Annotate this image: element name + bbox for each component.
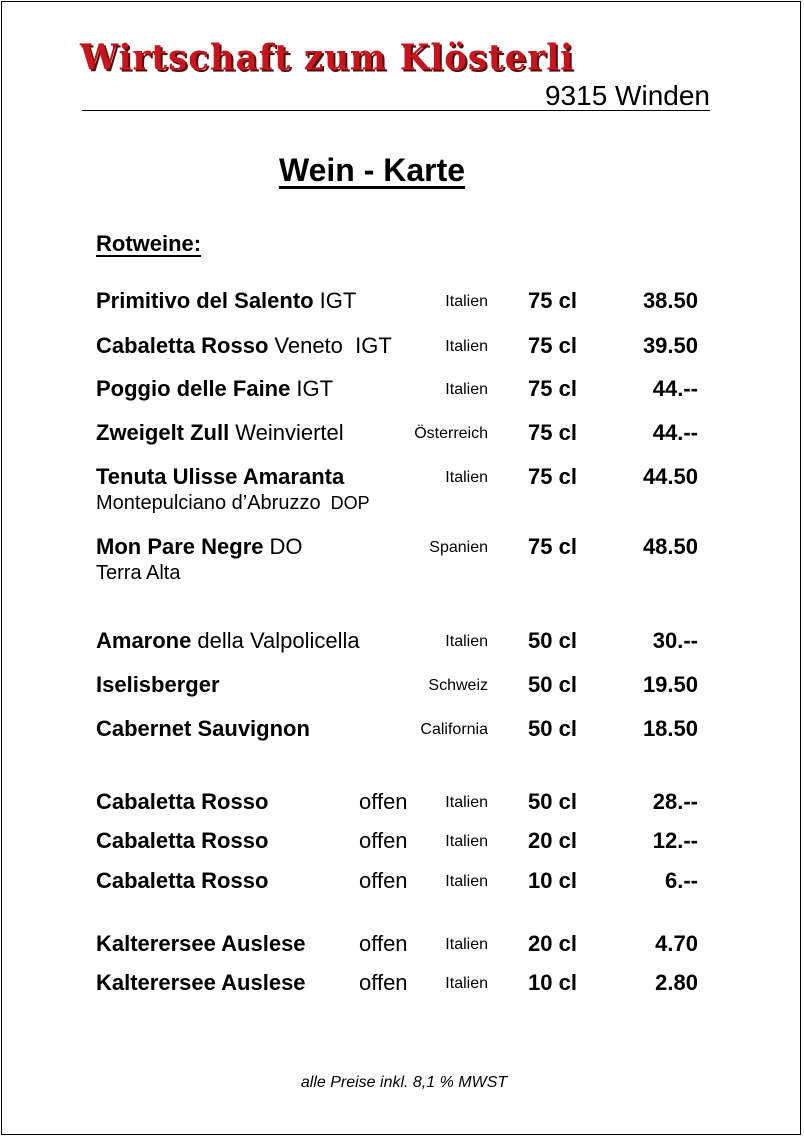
wine-origin: Italien — [445, 975, 488, 992]
location-text: 9315 Winden — [544, 80, 710, 111]
wine-name — [96, 534, 303, 560]
page-title: Wein - Karte — [278, 152, 466, 188]
wine-origin: Österreich — [414, 425, 488, 442]
wine-row — [0, 420, 804, 448]
wine-name — [96, 464, 344, 490]
wine-volume: 50 cl — [528, 628, 577, 653]
wine-origin: Italien — [445, 936, 488, 953]
wine-subline — [96, 562, 180, 585]
wine-origin: Italien — [445, 469, 488, 486]
wine-row — [0, 970, 804, 998]
wine-price: 39.50 — [642, 333, 698, 358]
wine-volume: 50 cl — [528, 672, 577, 697]
wine-origin: Italien — [445, 873, 488, 890]
wine-origin: California — [420, 721, 488, 738]
wine-name — [96, 420, 344, 446]
wine-name-extra: della Valpolicella — [197, 628, 360, 653]
wine-price: 38.50 — [642, 288, 698, 313]
wine-origin: Spanien — [429, 539, 488, 556]
wine-name-main: Poggio delle Faine — [96, 376, 291, 401]
wine-origin: Italien — [445, 293, 488, 310]
wine-name — [96, 789, 268, 815]
section-heading-rotweine: Rotweine: — [96, 231, 202, 256]
wine-name-extra: DO — [269, 534, 303, 559]
wine-name-extra: Weinviertel — [235, 420, 344, 445]
wine-name-extra: IGT — [296, 376, 334, 401]
wine-name-main: Mon Pare Negre — [96, 534, 264, 559]
wine-name — [96, 288, 356, 314]
wine-volume: 10 cl — [528, 970, 577, 995]
wine-volume: 75 cl — [528, 464, 577, 489]
wine-name-main: Iselisberger — [96, 672, 220, 697]
wine-name — [96, 333, 392, 359]
header-divider — [82, 110, 710, 111]
wine-name-main: Kalterersee Auslese — [96, 970, 306, 995]
wine-name — [96, 672, 220, 698]
wine-volume: 50 cl — [528, 716, 577, 741]
wine-offen: offen — [359, 970, 408, 995]
wine-price: 19.50 — [642, 672, 698, 697]
wine-origin: Italien — [445, 338, 488, 355]
wine-price: 44.50 — [642, 464, 698, 489]
wine-row — [0, 288, 804, 316]
wine-price: 6.-- — [665, 868, 698, 893]
wine-origin: Italien — [445, 381, 488, 398]
wine-name-main: Tenuta Ulisse Amaranta — [96, 464, 345, 489]
wine-name-main: Kalterersee Auslese — [96, 931, 306, 956]
wine-name-main: Amarone — [96, 628, 192, 653]
wine-price: 44.-- — [652, 420, 698, 445]
wine-price: 12.-- — [652, 828, 698, 853]
wine-name-main: Cabaletta Rosso — [96, 828, 269, 853]
wine-offen: offen — [359, 931, 408, 956]
wine-name — [96, 828, 268, 854]
wine-price: 28.-- — [652, 789, 698, 814]
wine-offen: offen — [359, 868, 408, 893]
wine-origin: Schweiz — [428, 677, 488, 694]
wine-name — [96, 376, 333, 402]
wine-price: 44.-- — [652, 376, 698, 401]
wine-row — [0, 828, 804, 856]
wine-name — [96, 716, 310, 742]
wine-volume: 50 cl — [528, 789, 577, 814]
wine-name-main: Primitivo del Salento — [96, 288, 314, 313]
wine-name-main: Cabaletta Rosso — [96, 333, 269, 358]
wine-origin: Italien — [445, 833, 488, 850]
wine-row — [0, 628, 804, 656]
wine-row — [0, 464, 804, 514]
wine-subline-extra: DOP — [330, 493, 370, 513]
wine-origin: Italien — [445, 794, 488, 811]
wine-volume: 75 cl — [528, 376, 577, 401]
wine-volume: 20 cl — [528, 931, 577, 956]
wine-row — [0, 333, 804, 361]
wine-volume: 75 cl — [528, 333, 577, 358]
wine-row — [0, 789, 804, 817]
wine-volume: 75 cl — [528, 288, 577, 313]
wine-subline — [96, 492, 370, 515]
wine-row — [0, 376, 804, 404]
wine-name-extra: IGT — [319, 288, 357, 313]
wine-row — [0, 534, 804, 584]
wine-subline-text: Terra Alta — [96, 562, 181, 584]
wine-row — [0, 868, 804, 896]
wine-name-main: Cabaletta Rosso — [96, 789, 269, 814]
wine-name — [96, 628, 360, 654]
wine-price: 48.50 — [642, 534, 698, 559]
restaurant-logo: Wirtschaft zum Klösterli — [80, 37, 575, 79]
wine-offen: offen — [359, 789, 408, 814]
wine-row — [0, 716, 804, 744]
wine-name-main: Cabaletta Rosso — [96, 868, 269, 893]
wine-subline-text: Montepulciano d’Abruzzo — [96, 492, 321, 514]
wine-name-main: Zweigelt Zull — [96, 420, 230, 445]
wine-name — [96, 970, 306, 996]
wine-offen: offen — [359, 828, 408, 853]
wine-price: 4.70 — [655, 931, 698, 956]
wine-price: 18.50 — [642, 716, 698, 741]
wine-name — [96, 868, 268, 894]
wine-name — [96, 931, 306, 957]
wine-volume: 20 cl — [528, 828, 577, 853]
wine-name-extra: Veneto IGT — [274, 333, 392, 358]
wine-name-main: Cabernet Sauvignon — [96, 716, 310, 741]
wine-volume: 75 cl — [528, 420, 577, 445]
wine-row — [0, 931, 804, 959]
wine-volume: 10 cl — [528, 868, 577, 893]
wine-price: 2.80 — [655, 970, 698, 995]
wine-volume: 75 cl — [528, 534, 577, 559]
wine-price: 30.-- — [652, 628, 698, 653]
wine-row — [0, 672, 804, 700]
footer-note: alle Preise inkl. 8,1 % MWST — [300, 1074, 508, 1091]
wine-origin: Italien — [445, 633, 488, 650]
